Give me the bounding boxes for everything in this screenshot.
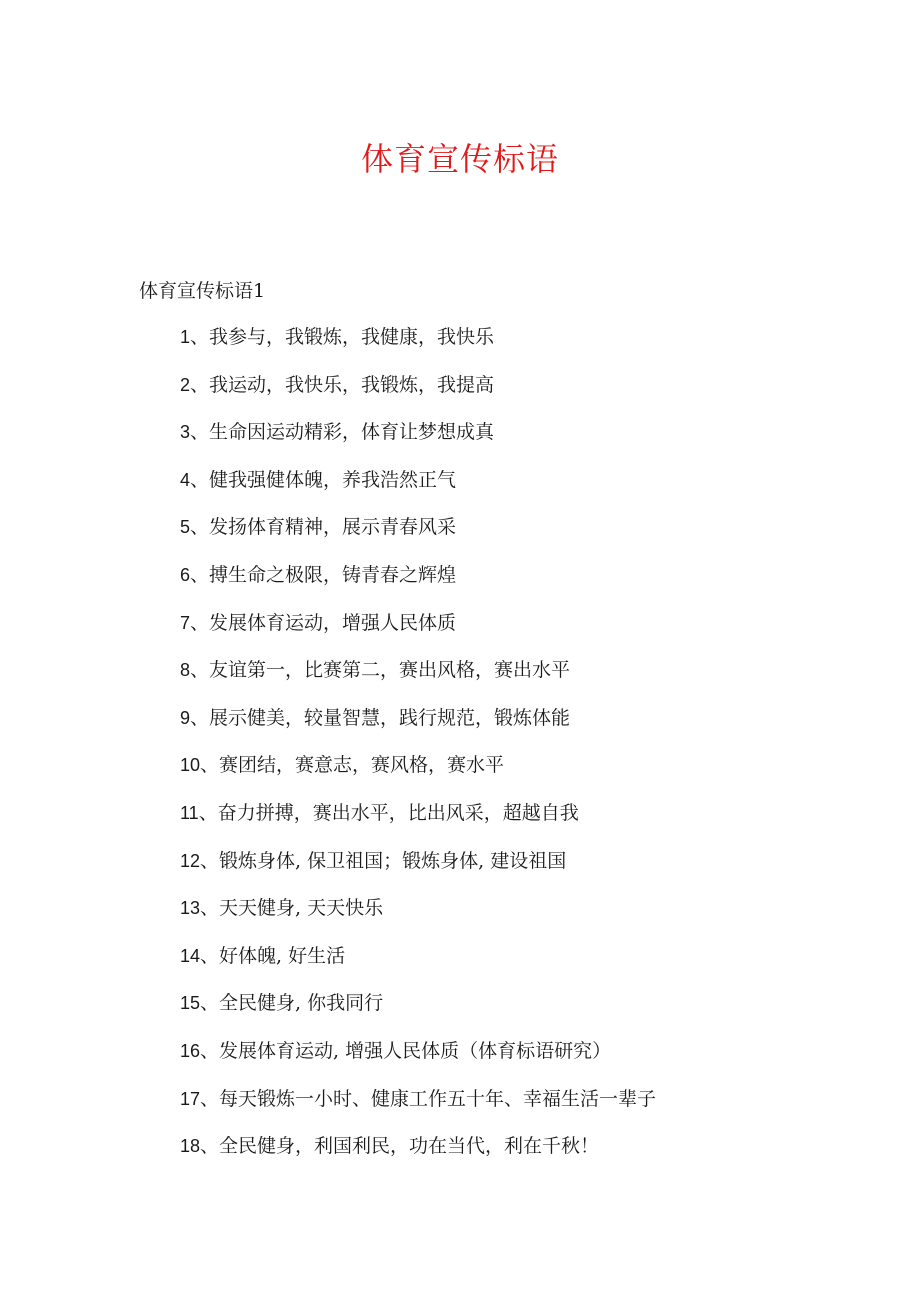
slogan-text: 、奋力拼搏，赛出水平，比出风采，超越自我 (198, 801, 579, 824)
slogan-item (180, 562, 656, 610)
slogan-item (180, 705, 656, 753)
slogan-item (180, 1133, 656, 1181)
slogan-item (180, 848, 656, 896)
slogan-text: 、健我强健体魄，养我浩然正气 (190, 468, 457, 491)
slogan-number: 8 (180, 660, 191, 681)
slogan-text: 、发展体育运动, 增强人民体质（体育标语研究） (200, 1039, 612, 1062)
slogan-number: 6 (180, 564, 191, 585)
slogan-number: 17 (180, 1088, 201, 1109)
slogan-number: 15 (180, 993, 201, 1014)
slogan-number: 5 (180, 517, 191, 538)
slogan-list (180, 324, 656, 1181)
slogan-item (180, 943, 656, 991)
slogan-item (180, 990, 656, 1038)
slogan-number: 13 (180, 898, 201, 919)
slogan-item (180, 467, 656, 515)
slogan-item (180, 324, 656, 372)
slogan-number: 2 (180, 374, 191, 395)
slogan-text: 、发展体育运动，增强人民体质 (190, 611, 457, 634)
slogan-number: 14 (180, 945, 201, 966)
slogan-number: 18 (180, 1136, 201, 1157)
slogan-text: 、搏生命之极限，铸青春之辉煌 (190, 563, 457, 586)
slogan-text: 、我运动，我快乐，我锻炼，我提高 (190, 373, 495, 396)
slogan-item (180, 419, 656, 467)
slogan-number: 16 (180, 1040, 201, 1061)
slogan-number: 9 (180, 707, 191, 728)
slogan-number: 11 (180, 802, 199, 823)
slogan-number: 12 (180, 850, 201, 871)
document-title: 体育宣传标语 (360, 140, 559, 178)
slogan-item (180, 372, 656, 420)
slogan-item (180, 895, 656, 943)
slogan-item (180, 657, 656, 705)
slogan-text: 、我参与，我锻炼，我健康，我快乐 (190, 326, 495, 348)
slogan-text: 、每天锻炼一小时、健康工作五十年、幸福生活一辈子 (200, 1087, 657, 1110)
slogan-item (180, 752, 656, 800)
slogan-number: 7 (180, 612, 191, 633)
slogan-text: 、友谊第一，比赛第二，赛出风格，赛出水平 (190, 659, 571, 682)
slogan-number: 1 (180, 327, 191, 347)
slogan-text: 、好体魄, 好生活 (200, 944, 346, 967)
slogan-number: 3 (180, 422, 191, 443)
slogan-item (180, 1038, 656, 1086)
slogan-text: 、锻炼身体, 保卫祖国；锻炼身体, 建设祖国 (200, 849, 567, 872)
slogan-text: 、展示健美，较量智慧，践行规范，锻炼体能 (190, 706, 571, 729)
slogan-text: 、生命因运动精彩，体育让梦想成真 (190, 421, 495, 444)
slogan-text: 、全民健身, 你我同行 (200, 992, 384, 1015)
slogan-item (180, 1086, 656, 1134)
slogan-number: 4 (180, 469, 191, 490)
slogan-number: 10 (180, 755, 201, 776)
slogan-text: 、天天健身, 天天快乐 (200, 897, 384, 920)
slogan-item (180, 800, 656, 848)
slogan-item (180, 610, 656, 658)
slogan-text: 、发扬体育精神，展示青春风采 (190, 516, 457, 539)
slogan-text: 、全民健身，利国利民，功在当代，利在千秋！ (200, 1135, 600, 1158)
slogan-item (180, 514, 656, 562)
slogan-text: 、赛团结，赛意志，赛风格，赛水平 (200, 754, 505, 777)
section-heading: 体育宣传标语1 (139, 280, 266, 302)
